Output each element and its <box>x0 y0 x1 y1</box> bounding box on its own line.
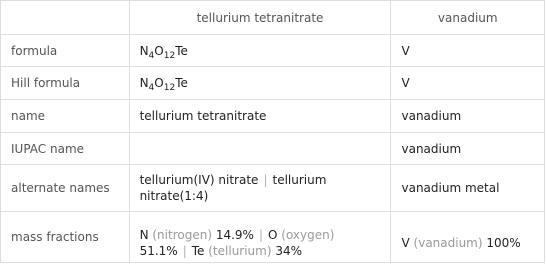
formula-row <box>1 35 545 67</box>
alternate-name: tellurium nitrate(1:4) <box>139 173 327 203</box>
header-tellurium-tetranitrate: tellurium tetranitrate <box>129 1 391 35</box>
mass-fraction-symbol: O <box>268 228 278 242</box>
header-empty-cell <box>1 1 130 35</box>
alternate-names-tellurium-tetranitrate <box>129 165 391 212</box>
row-label-hill-formula: Hill formula <box>1 67 130 100</box>
row-label-iupac-name: IUPAC name <box>1 133 130 165</box>
separator: | <box>258 228 263 242</box>
separator: | <box>182 244 187 258</box>
mass-fraction-symbol: V <box>401 236 410 250</box>
header-row <box>1 1 545 35</box>
iupac-name-tellurium-tetranitrate <box>129 133 391 165</box>
mass-fractions-tellurium-tetranitrate <box>129 212 391 263</box>
hill-formula-row <box>1 67 545 100</box>
mass-fraction-value: 100% <box>486 236 521 250</box>
name-row <box>1 100 545 133</box>
mass-fraction-element: (tellurium) <box>208 244 272 258</box>
hill-formula-vanadium: V <box>391 67 545 100</box>
mass-fraction-element: (nitrogen) <box>152 228 212 242</box>
separator: | <box>263 173 268 187</box>
alternate-names-row <box>1 165 545 212</box>
formula-vanadium: V <box>391 35 545 67</box>
iupac-name-vanadium: vanadium <box>391 133 545 165</box>
mass-fraction-symbol: N <box>139 228 149 242</box>
row-label-mass-fractions: mass fractions <box>1 212 130 263</box>
name-tellurium-tetranitrate: tellurium tetranitrate <box>129 100 391 133</box>
mass-fractions-vanadium <box>391 212 545 263</box>
alternate-names-vanadium: vanadium metal <box>391 165 545 212</box>
mass-fractions-row <box>1 212 545 263</box>
mass-fraction-element: (vanadium) <box>413 236 483 250</box>
formula-tellurium-tetranitrate: $N_4O_{12}Te$ <box>129 35 391 67</box>
name-vanadium: vanadium <box>391 100 545 133</box>
mass-fraction-value: 51.1% <box>139 244 178 258</box>
mass-fraction-symbol: Te <box>191 244 205 258</box>
alternate-name: tellurium(IV) nitrate <box>139 173 259 187</box>
iupac-name-row <box>1 133 545 165</box>
row-label-formula: formula <box>1 35 130 67</box>
mass-fraction-value: 14.9% <box>215 228 254 242</box>
mass-fraction-value: 34% <box>275 244 303 258</box>
row-label-name: name <box>1 100 130 133</box>
mass-fraction-element: (oxygen) <box>281 228 335 242</box>
row-label-alternate-names: alternate names <box>1 165 130 212</box>
hill-formula-tellurium-tetranitrate: $N_4O_{12}Te$ <box>129 67 391 100</box>
header-vanadium: vanadium <box>391 1 545 35</box>
